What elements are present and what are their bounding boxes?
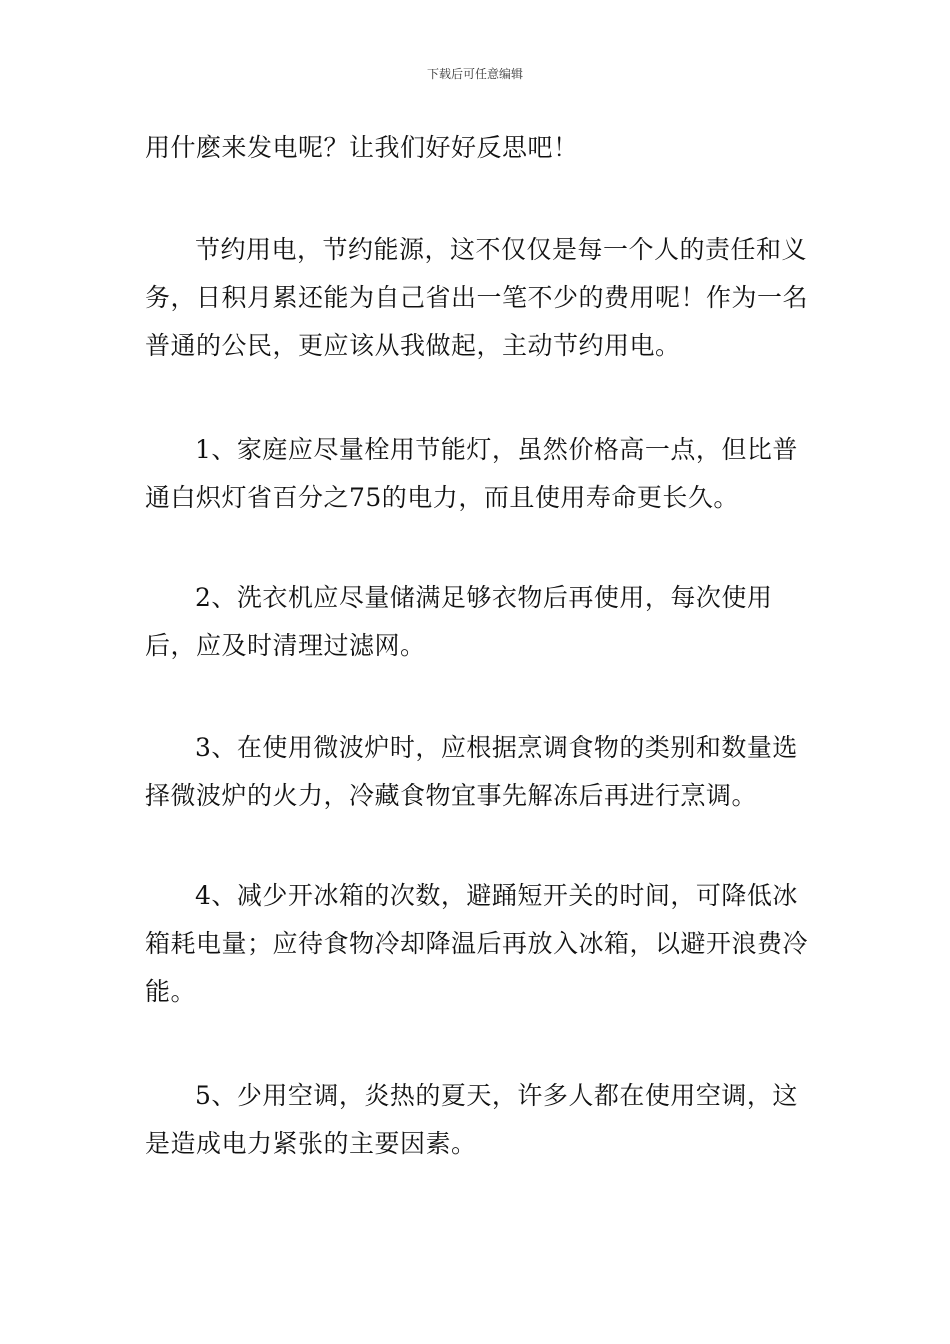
paragraph-tip-1: 1、家庭应尽量栓用节能灯，虽然价格高一点，但比普通白炽灯省百分之75的电力，而且使用寿命更长久。 [145,435,798,512]
paragraph-tip-3: 3、在使用微波炉时，应根据烹调食物的类别和数量选择微波炉的火力，冷藏食物宜事先解冻后再进行烹调。 [145,733,798,810]
paragraph-responsibility: 节约用电，节约能源，这不仅仅是每一个人的责任和义务，日积月累还能为自己省出一笔不少的费用呢！作为一名普通的公民，更应该从我做起，主动节约用电。 [145,235,809,360]
paragraph-tip-5: 5、少用空调，炎热的夏天，许多人都在使用空调，这是造成电力紧张的主要因素。 [145,1081,798,1158]
paragraph-tip-4: 4、减少开冰箱的次数，避踊短开关的时间，可降低冰箱耗电量；应待食物冷却降温后再放入冰箱，以避开浪费冷能。 [145,881,809,1006]
page-header-note: 下载后可任意编辑 [426,67,523,81]
paragraph-tip-2: 2、洗衣机应尽量储满足够衣物后再使用，每次使用后，应及时清理过滤网。 [145,583,773,660]
paragraph-intro: 用什麽来发电呢？让我们好好反思吧！ [145,133,579,162]
